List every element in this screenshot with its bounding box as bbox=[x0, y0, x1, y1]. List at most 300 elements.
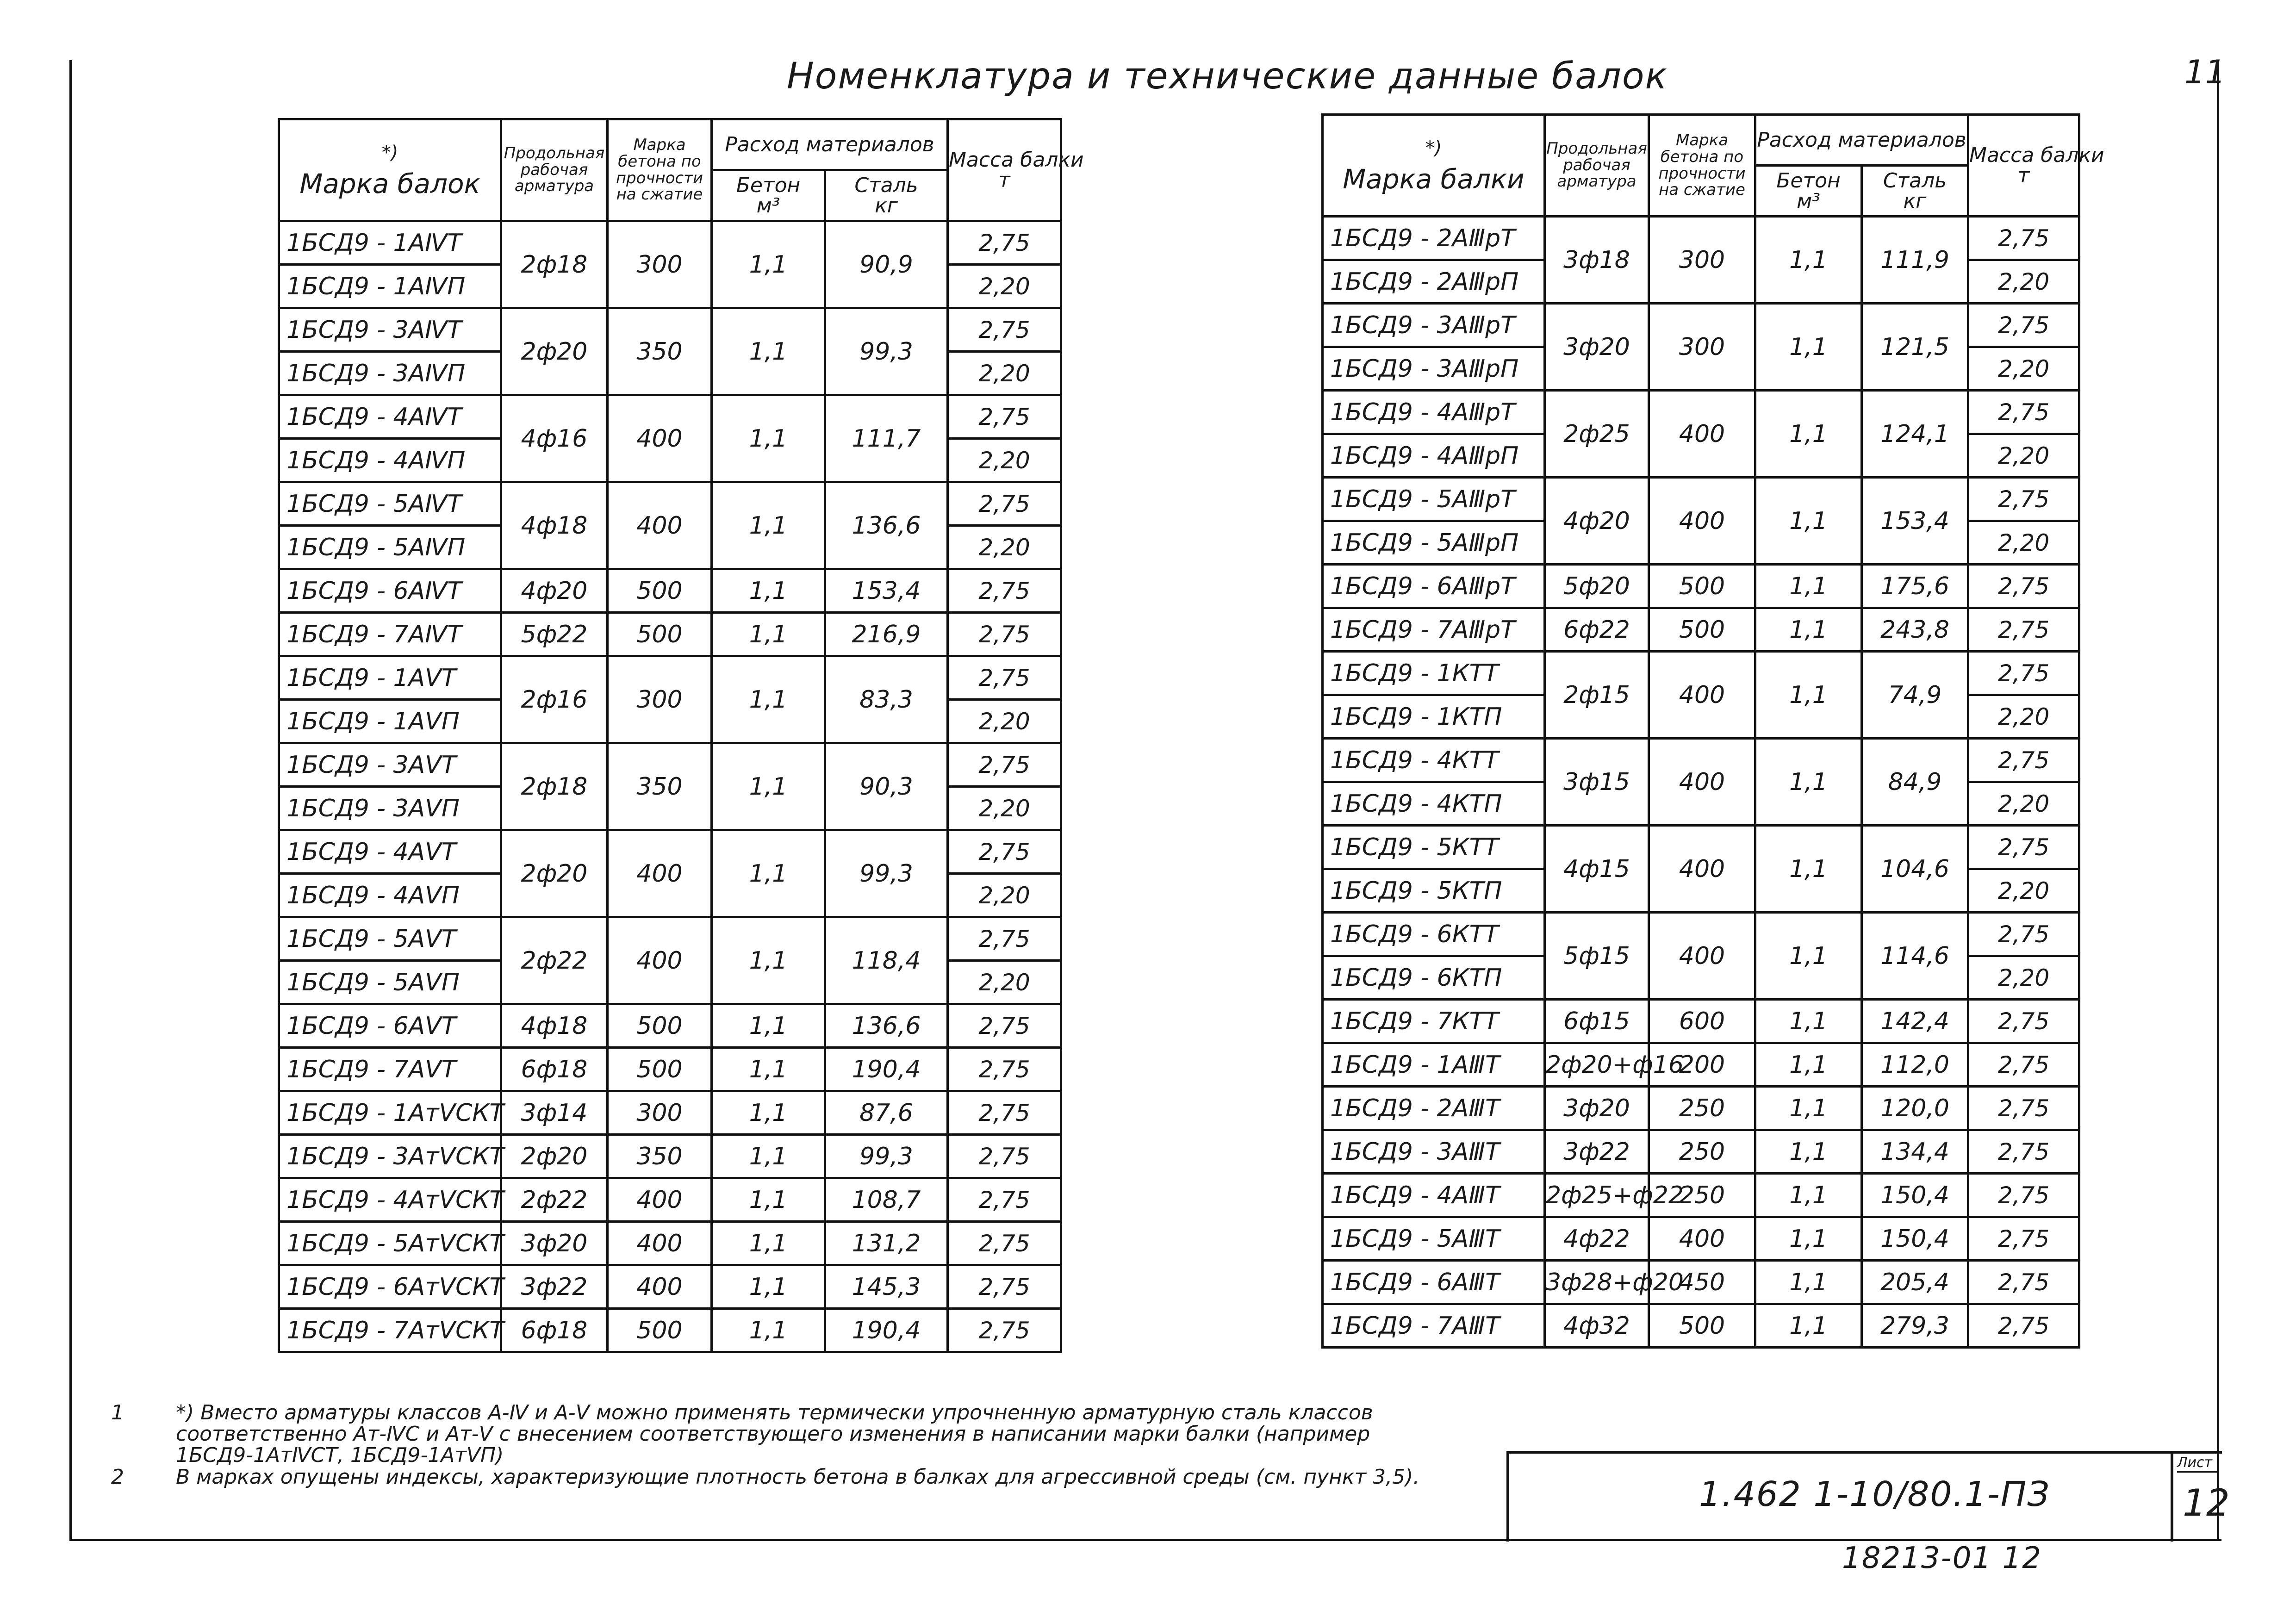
cell-grade: 400 bbox=[1649, 652, 1755, 739]
cell-mark: 1БСД9 - 2АⅢрТ bbox=[1323, 217, 1545, 260]
cell-rebar: 3ф20 bbox=[1545, 1087, 1649, 1130]
cell-mark: 1БСД9 - 5АⅢТ bbox=[1323, 1217, 1545, 1261]
cell-steel: 121,5 bbox=[1862, 304, 1968, 391]
cell-steel: 153,4 bbox=[1862, 478, 1968, 565]
cell-mark: 1БСД9 - 3АⅢрТ bbox=[1323, 304, 1545, 347]
cell-mass: 2,20 bbox=[1968, 521, 2079, 565]
table-row bbox=[279, 1004, 1061, 1048]
cell-mark: 1БСД9 - 1АтⅤСКТ bbox=[279, 1091, 501, 1135]
cell-steel: 108,7 bbox=[825, 1178, 948, 1222]
header-mass bbox=[948, 119, 1084, 221]
cell-mass: 2,75 bbox=[948, 656, 1061, 700]
cell-mark: 1БСД9 - 4АⅢрП bbox=[1323, 434, 1545, 478]
cell-mass: 2,75 bbox=[1968, 652, 2079, 695]
document-code: 1.462 1-10/80.1-ПЗ bbox=[1699, 1474, 2050, 1514]
cell-steel: 243,8 bbox=[1862, 608, 1968, 652]
cell-concrete: 1,1 bbox=[712, 569, 825, 613]
cell-grade: 500 bbox=[608, 1004, 712, 1048]
cell-mark: 1БСД9 - 6АⅣТ bbox=[279, 569, 501, 613]
cell-concrete: 1,1 bbox=[712, 221, 825, 308]
cell-mass: 2,75 bbox=[1968, 304, 2079, 347]
cell-mass: 2,20 bbox=[1968, 695, 2079, 739]
cell-grade: 500 bbox=[608, 569, 712, 613]
cell-concrete: 1,1 bbox=[712, 830, 825, 917]
cell-mass: 2,75 bbox=[1968, 608, 2079, 652]
cell-concrete: 1,1 bbox=[712, 613, 825, 656]
cell-rebar: 4ф32 bbox=[1545, 1304, 1649, 1348]
cell-grade: 450 bbox=[1649, 1261, 1755, 1304]
header-concrete-unit: м³ bbox=[756, 193, 780, 218]
header-steel-label: Сталь bbox=[1883, 168, 1947, 193]
cell-steel: 175,6 bbox=[1862, 565, 1968, 608]
table-row bbox=[279, 1091, 1061, 1135]
archive-code: 18213-01 12 bbox=[1842, 1541, 2042, 1575]
cell-rebar: 2ф22 bbox=[501, 917, 608, 1004]
header-steel bbox=[1862, 166, 1968, 217]
cell-rebar: 3ф22 bbox=[501, 1265, 608, 1309]
cell-steel: 99,3 bbox=[825, 1135, 948, 1178]
cell-mark: 1БСД9 - 3АⅤП bbox=[279, 787, 501, 830]
table-row bbox=[1323, 652, 2079, 695]
header-mass-unit: т bbox=[998, 168, 1010, 192]
cell-grade: 300 bbox=[608, 221, 712, 308]
cell-concrete: 1,1 bbox=[1755, 1174, 1862, 1217]
cell-rebar: 4ф16 bbox=[501, 395, 608, 482]
header-steel-label: Сталь bbox=[854, 173, 918, 197]
cell-steel: 99,3 bbox=[825, 830, 948, 917]
cell-rebar: 3ф20 bbox=[501, 1222, 608, 1265]
table-row bbox=[279, 395, 1061, 439]
cell-mark: 1БСД9 - 6АⅤТ bbox=[279, 1004, 501, 1048]
cell-concrete: 1,1 bbox=[1755, 391, 1862, 478]
cell-steel: 111,9 bbox=[1862, 217, 1968, 304]
cell-grade: 250 bbox=[1649, 1087, 1755, 1130]
cell-mass: 2,75 bbox=[1968, 1217, 2079, 1261]
cell-mark: 1БСД9 - 4АⅤП bbox=[279, 874, 501, 917]
cell-concrete: 1,1 bbox=[1755, 1261, 1862, 1304]
cell-mark: 1БСД9 - 6КТП bbox=[1323, 956, 1545, 1000]
cell-grade: 300 bbox=[608, 656, 712, 743]
sheet-number: 12 bbox=[2183, 1481, 2230, 1524]
footnote-text: *) Вместо арматуры классов А-Ⅳ и А-Ⅴ можно применять термически упрочненную арматурную сталь классов соответственно Ат-ⅣС и Ат-Ⅴ с внесением соответствующего изменения в написании марки балки (например 1БСД9-1АтⅣСТ, 1БСД9-1АтⅤП) bbox=[176, 1401, 1373, 1468]
header-concrete-grade: Марка бетона по прочности на сжатие bbox=[608, 119, 712, 221]
cell-grade: 400 bbox=[608, 917, 712, 1004]
cell-steel: 150,4 bbox=[1862, 1174, 1968, 1217]
cell-mark: 1БСД9 - 1КТТ bbox=[1323, 652, 1545, 695]
header-mark bbox=[1323, 115, 1545, 217]
cell-grade: 250 bbox=[1649, 1174, 1755, 1217]
table-row bbox=[279, 830, 1061, 874]
cell-concrete: 1,1 bbox=[712, 1135, 825, 1178]
table-row bbox=[1323, 1217, 2079, 1261]
cell-mark: 1БСД9 - 6КТТ bbox=[1323, 913, 1545, 956]
table-row bbox=[279, 613, 1061, 656]
cell-mark: 1БСД9 - 4АⅢрТ bbox=[1323, 391, 1545, 434]
cell-grade: 600 bbox=[1649, 1000, 1755, 1043]
table-row bbox=[1323, 1087, 2079, 1130]
table-row bbox=[1323, 1304, 2079, 1348]
cell-rebar: 4ф15 bbox=[1545, 826, 1649, 913]
cell-mass: 2,20 bbox=[948, 439, 1061, 482]
cell-grade: 400 bbox=[608, 1222, 712, 1265]
cell-rebar: 3ф28+ф20 bbox=[1545, 1261, 1649, 1304]
cell-mass: 2,20 bbox=[948, 352, 1061, 395]
cell-mass: 2,75 bbox=[1968, 1000, 2079, 1043]
cell-mark: 1БСД9 - 4АⅢТ bbox=[1323, 1174, 1545, 1217]
cell-rebar: 2ф25 bbox=[1545, 391, 1649, 478]
cell-rebar: 2ф16 bbox=[501, 656, 608, 743]
cell-concrete: 1,1 bbox=[1755, 1087, 1862, 1130]
table-row bbox=[1323, 217, 2079, 260]
header-steel-unit: кг bbox=[875, 193, 898, 218]
cell-grade: 400 bbox=[608, 482, 712, 569]
table-row bbox=[1323, 1261, 2079, 1304]
header-materials: Расход материалов bbox=[712, 119, 948, 170]
cell-mass: 2,20 bbox=[948, 874, 1061, 917]
cell-rebar: 2ф20 bbox=[501, 830, 608, 917]
cell-mass: 2,20 bbox=[948, 700, 1061, 743]
cell-concrete: 1,1 bbox=[1755, 565, 1862, 608]
cell-concrete: 1,1 bbox=[1755, 1217, 1862, 1261]
cell-rebar: 6ф18 bbox=[501, 1048, 608, 1091]
cell-steel: 136,6 bbox=[825, 482, 948, 569]
cell-rebar: 5ф15 bbox=[1545, 913, 1649, 1000]
cell-mass: 2,75 bbox=[1968, 1130, 2079, 1174]
cell-mass: 2,75 bbox=[1968, 478, 2079, 521]
table-row bbox=[1323, 1043, 2079, 1087]
cell-grade: 400 bbox=[608, 395, 712, 482]
table-row bbox=[279, 1178, 1061, 1222]
footnote-text: В марках опущены индексы, характеризующие плотность бетона в балках для агрессивной среды (см. пункт 3,5). bbox=[176, 1465, 1420, 1489]
left-specification-table bbox=[278, 118, 1084, 1353]
footnote-2 bbox=[111, 1467, 1453, 1488]
table-row bbox=[1323, 826, 2079, 869]
cell-steel: 111,7 bbox=[825, 395, 948, 482]
cell-concrete: 1,1 bbox=[712, 1091, 825, 1135]
cell-concrete: 1,1 bbox=[712, 1178, 825, 1222]
cell-concrete: 1,1 bbox=[712, 308, 825, 395]
table-row bbox=[279, 1135, 1061, 1178]
cell-grade: 400 bbox=[608, 830, 712, 917]
cell-concrete: 1,1 bbox=[1755, 304, 1862, 391]
table-row bbox=[1323, 1174, 2079, 1217]
cell-steel: 190,4 bbox=[825, 1309, 948, 1352]
cell-rebar: 3ф20 bbox=[1545, 304, 1649, 391]
cell-concrete: 1,1 bbox=[1755, 608, 1862, 652]
cell-mass: 2,20 bbox=[948, 265, 1061, 308]
cell-grade: 400 bbox=[1649, 739, 1755, 826]
cell-grade: 350 bbox=[608, 743, 712, 830]
cell-concrete: 1,1 bbox=[1755, 217, 1862, 304]
cell-rebar: 3ф15 bbox=[1545, 739, 1649, 826]
cell-mark: 1БСД9 - 7АтⅤСКТ bbox=[279, 1309, 501, 1352]
cell-steel: 90,9 bbox=[825, 221, 948, 308]
cell-concrete: 1,1 bbox=[712, 1004, 825, 1048]
cell-mass: 2,20 bbox=[948, 787, 1061, 830]
header-mass-unit: т bbox=[2017, 163, 2030, 187]
cell-grade: 500 bbox=[608, 1048, 712, 1091]
cell-steel: 99,3 bbox=[825, 308, 948, 395]
cell-mark: 1БСД9 - 3АⅣП bbox=[279, 352, 501, 395]
table-row bbox=[279, 1222, 1061, 1265]
cell-steel: 112,0 bbox=[1862, 1043, 1968, 1087]
cell-rebar: 2ф25+ф22 bbox=[1545, 1174, 1649, 1217]
header-mark-note: *) bbox=[381, 142, 398, 163]
cell-mass: 2,75 bbox=[948, 1135, 1061, 1178]
footnotes bbox=[111, 1402, 1453, 1488]
cell-grade: 300 bbox=[1649, 304, 1755, 391]
cell-mark: 1БСД9 - 4АⅣП bbox=[279, 439, 501, 482]
cell-grade: 400 bbox=[1649, 478, 1755, 565]
cell-mark: 1БСД9 - 1АⅤТ bbox=[279, 656, 501, 700]
cell-mass: 2,75 bbox=[1968, 739, 2079, 782]
table-row bbox=[1323, 391, 2079, 434]
cell-mass: 2,20 bbox=[1968, 260, 2079, 304]
cell-rebar: 2ф22 bbox=[501, 1178, 608, 1222]
cell-rebar: 3ф22 bbox=[1545, 1130, 1649, 1174]
cell-mass: 2,75 bbox=[948, 917, 1061, 961]
cell-mass: 2,75 bbox=[948, 743, 1061, 787]
cell-mark: 1БСД9 - 3АтⅤСКТ bbox=[279, 1135, 501, 1178]
table-row bbox=[1323, 304, 2079, 347]
table-row bbox=[279, 221, 1061, 265]
cell-mark: 1БСД9 - 7АⅢТ bbox=[1323, 1304, 1545, 1348]
cell-steel: 124,1 bbox=[1862, 391, 1968, 478]
cell-mark: 1БСД9 - 5КТП bbox=[1323, 869, 1545, 913]
cell-concrete: 1,1 bbox=[712, 482, 825, 569]
cell-rebar: 4ф20 bbox=[1545, 478, 1649, 565]
table-row bbox=[279, 308, 1061, 352]
cell-rebar: 4ф20 bbox=[501, 569, 608, 613]
cell-mark: 1БСД9 - 3АⅣТ bbox=[279, 308, 501, 352]
cell-mark: 1БСД9 - 3АⅤТ bbox=[279, 743, 501, 787]
cell-steel: 142,4 bbox=[1862, 1000, 1968, 1043]
header-mark-note: *) bbox=[1425, 137, 1442, 159]
cell-mark: 1БСД9 - 5АⅣТ bbox=[279, 482, 501, 526]
cell-rebar: 3ф14 bbox=[501, 1091, 608, 1135]
cell-grade: 400 bbox=[1649, 826, 1755, 913]
cell-rebar: 6ф18 bbox=[501, 1309, 608, 1352]
cell-mark: 1БСД9 - 3АⅢТ bbox=[1323, 1130, 1545, 1174]
cell-rebar: 4ф18 bbox=[501, 482, 608, 569]
cell-mass: 2,20 bbox=[948, 961, 1061, 1004]
cell-grade: 350 bbox=[608, 1135, 712, 1178]
cell-steel: 205,4 bbox=[1862, 1261, 1968, 1304]
table-row bbox=[1323, 913, 2079, 956]
header-concrete bbox=[1755, 166, 1862, 217]
header-materials: Расход материалов bbox=[1755, 115, 1968, 166]
table-row bbox=[279, 656, 1061, 700]
table-row bbox=[279, 1048, 1061, 1091]
cell-mark: 1БСД9 - 5АтⅤСКТ bbox=[279, 1222, 501, 1265]
cell-mass: 2,75 bbox=[948, 1091, 1061, 1135]
table-row bbox=[1323, 608, 2079, 652]
cell-mark: 1БСД9 - 6АⅢТ bbox=[1323, 1261, 1545, 1304]
cell-grade: 200 bbox=[1649, 1043, 1755, 1087]
cell-rebar: 2ф20 bbox=[501, 1135, 608, 1178]
header-concrete-label: Бетон bbox=[1776, 168, 1841, 193]
cell-mass: 2,75 bbox=[948, 1265, 1061, 1309]
header-steel bbox=[825, 170, 948, 221]
cell-grade: 300 bbox=[1649, 217, 1755, 304]
cell-grade: 500 bbox=[608, 613, 712, 656]
cell-mass: 2,75 bbox=[1968, 1043, 2079, 1087]
cell-rebar: 6ф15 bbox=[1545, 1000, 1649, 1043]
cell-mark: 1БСД9 - 5КТТ bbox=[1323, 826, 1545, 869]
sheet-label: Лист bbox=[2177, 1455, 2219, 1473]
cell-mass: 2,75 bbox=[1968, 565, 2079, 608]
cell-steel: 136,6 bbox=[825, 1004, 948, 1048]
cell-mark: 1БСД9 - 1КТП bbox=[1323, 695, 1545, 739]
table-row bbox=[279, 917, 1061, 961]
table-row bbox=[279, 482, 1061, 526]
header-mass bbox=[1968, 115, 2104, 217]
footnote-number: 1 bbox=[111, 1401, 124, 1424]
cell-rebar: 5ф20 bbox=[1545, 565, 1649, 608]
cell-steel: 118,4 bbox=[825, 917, 948, 1004]
cell-grade: 400 bbox=[1649, 1217, 1755, 1261]
cell-steel: 114,6 bbox=[1862, 913, 1968, 1000]
table-row bbox=[1323, 478, 2079, 521]
header-steel-unit: кг bbox=[1903, 189, 1927, 213]
cell-mark: 1БСД9 - 7КТТ bbox=[1323, 1000, 1545, 1043]
header-mass-label: Масса балки bbox=[949, 148, 1084, 172]
header-mass-label: Масса балки bbox=[1969, 143, 2104, 167]
cell-rebar: 2ф15 bbox=[1545, 652, 1649, 739]
cell-concrete: 1,1 bbox=[712, 656, 825, 743]
frame-left-line bbox=[69, 60, 72, 1541]
page-number: 11 bbox=[2184, 53, 2226, 91]
right-table-body bbox=[1323, 217, 2079, 1348]
header-concrete-label: Бетон bbox=[736, 173, 801, 197]
cell-concrete: 1,1 bbox=[1755, 1000, 1862, 1043]
cell-grade: 500 bbox=[1649, 565, 1755, 608]
cell-grade: 500 bbox=[1649, 608, 1755, 652]
cell-concrete: 1,1 bbox=[1755, 1043, 1862, 1087]
cell-mark: 1БСД9 - 2АⅢрП bbox=[1323, 260, 1545, 304]
cell-mark: 1БСД9 - 4АⅣТ bbox=[279, 395, 501, 439]
cell-mass: 2,75 bbox=[948, 395, 1061, 439]
cell-steel: 83,3 bbox=[825, 656, 948, 743]
cell-mass: 2,75 bbox=[948, 1309, 1061, 1352]
cell-mark: 1БСД9 - 7АⅢрТ bbox=[1323, 608, 1545, 652]
cell-concrete: 1,1 bbox=[712, 743, 825, 830]
table-row bbox=[279, 1265, 1061, 1309]
cell-grade: 400 bbox=[1649, 391, 1755, 478]
table-row bbox=[279, 569, 1061, 613]
cell-mark: 1БСД9 - 7АⅣТ bbox=[279, 613, 501, 656]
page-title: Номенклатура и технические данные балок bbox=[787, 56, 1668, 97]
right-specification-table bbox=[1321, 113, 2104, 1349]
cell-concrete: 1,1 bbox=[712, 917, 825, 1004]
cell-steel: 131,2 bbox=[825, 1222, 948, 1265]
cell-steel: 104,6 bbox=[1862, 826, 1968, 913]
cell-rebar: 4ф18 bbox=[501, 1004, 608, 1048]
cell-mass: 2,20 bbox=[1968, 782, 2079, 826]
cell-mark: 1БСД9 - 1АⅣП bbox=[279, 265, 501, 308]
cell-mass: 2,75 bbox=[1968, 1174, 2079, 1217]
cell-mass: 2,75 bbox=[948, 1222, 1061, 1265]
cell-mark: 1БСД9 - 5АⅣП bbox=[279, 526, 501, 569]
cell-mass: 2,75 bbox=[1968, 391, 2079, 434]
cell-concrete: 1,1 bbox=[1755, 739, 1862, 826]
table-row bbox=[279, 743, 1061, 787]
cell-steel: 74,9 bbox=[1862, 652, 1968, 739]
cell-concrete: 1,1 bbox=[712, 1048, 825, 1091]
cell-concrete: 1,1 bbox=[1755, 826, 1862, 913]
cell-mass: 2,75 bbox=[948, 1004, 1061, 1048]
cell-mass: 2,20 bbox=[1968, 956, 2079, 1000]
cell-steel: 279,3 bbox=[1862, 1304, 1968, 1348]
cell-steel: 87,6 bbox=[825, 1091, 948, 1135]
cell-mark: 1БСД9 - 7АⅤТ bbox=[279, 1048, 501, 1091]
cell-steel: 190,4 bbox=[825, 1048, 948, 1091]
cell-concrete: 1,1 bbox=[712, 1265, 825, 1309]
cell-mass: 2,20 bbox=[1968, 347, 2079, 391]
cell-mark: 1БСД9 - 6АтⅤСКТ bbox=[279, 1265, 501, 1309]
cell-mark: 1БСД9 - 1АⅣТ bbox=[279, 221, 501, 265]
frame-right-line bbox=[2217, 60, 2219, 1541]
cell-concrete: 1,1 bbox=[712, 1309, 825, 1352]
cell-steel: 216,9 bbox=[825, 613, 948, 656]
table-row bbox=[1323, 565, 2079, 608]
cell-rebar: 6ф22 bbox=[1545, 608, 1649, 652]
cell-mass: 2,20 bbox=[948, 526, 1061, 569]
cell-grade: 500 bbox=[1649, 1304, 1755, 1348]
cell-mark: 1БСД9 - 5АⅤП bbox=[279, 961, 501, 1004]
cell-concrete: 1,1 bbox=[1755, 1130, 1862, 1174]
header-mark-label: Марка балок bbox=[299, 168, 480, 199]
cell-steel: 145,3 bbox=[825, 1265, 948, 1309]
cell-mass: 2,75 bbox=[1968, 826, 2079, 869]
cell-rebar: 5ф22 bbox=[501, 613, 608, 656]
cell-rebar: 2ф18 bbox=[501, 743, 608, 830]
cell-mass: 2,75 bbox=[948, 308, 1061, 352]
footnote-1 bbox=[111, 1402, 1453, 1467]
cell-grade: 300 bbox=[608, 1091, 712, 1135]
cell-mass: 2,75 bbox=[1968, 1304, 2079, 1348]
header-rebar: Продольная рабочая арматура bbox=[501, 119, 608, 221]
cell-concrete: 1,1 bbox=[712, 1222, 825, 1265]
cell-concrete: 1,1 bbox=[1755, 652, 1862, 739]
cell-mark: 1БСД9 - 1АⅤП bbox=[279, 700, 501, 743]
header-concrete bbox=[712, 170, 825, 221]
cell-rebar: 2ф18 bbox=[501, 221, 608, 308]
cell-mark: 1БСД9 - 4АⅤТ bbox=[279, 830, 501, 874]
cell-mark: 1БСД9 - 5АⅤТ bbox=[279, 917, 501, 961]
cell-rebar: 2ф20 bbox=[501, 308, 608, 395]
cell-mass: 2,75 bbox=[948, 221, 1061, 265]
cell-steel: 120,0 bbox=[1862, 1087, 1968, 1130]
cell-mark: 1БСД9 - 6АⅢрТ bbox=[1323, 565, 1545, 608]
cell-rebar: 2ф20+ф16 bbox=[1545, 1043, 1649, 1087]
header-concrete-grade: Марка бетона по прочности на сжатие bbox=[1649, 115, 1755, 217]
table-row bbox=[1323, 1000, 2079, 1043]
cell-mark: 1БСД9 - 4АтⅤСКТ bbox=[279, 1178, 501, 1222]
cell-steel: 84,9 bbox=[1862, 739, 1968, 826]
table-row bbox=[279, 1309, 1061, 1352]
cell-mass: 2,75 bbox=[1968, 1087, 2079, 1130]
cell-concrete: 1,1 bbox=[712, 395, 825, 482]
cell-mass: 2,20 bbox=[1968, 434, 2079, 478]
cell-mass: 2,75 bbox=[948, 613, 1061, 656]
header-concrete-unit: м³ bbox=[1797, 189, 1820, 213]
cell-mass: 2,75 bbox=[948, 1178, 1061, 1222]
cell-grade: 400 bbox=[608, 1178, 712, 1222]
cell-rebar: 3ф18 bbox=[1545, 217, 1649, 304]
cell-concrete: 1,1 bbox=[1755, 1304, 1862, 1348]
table-row bbox=[1323, 739, 2079, 782]
